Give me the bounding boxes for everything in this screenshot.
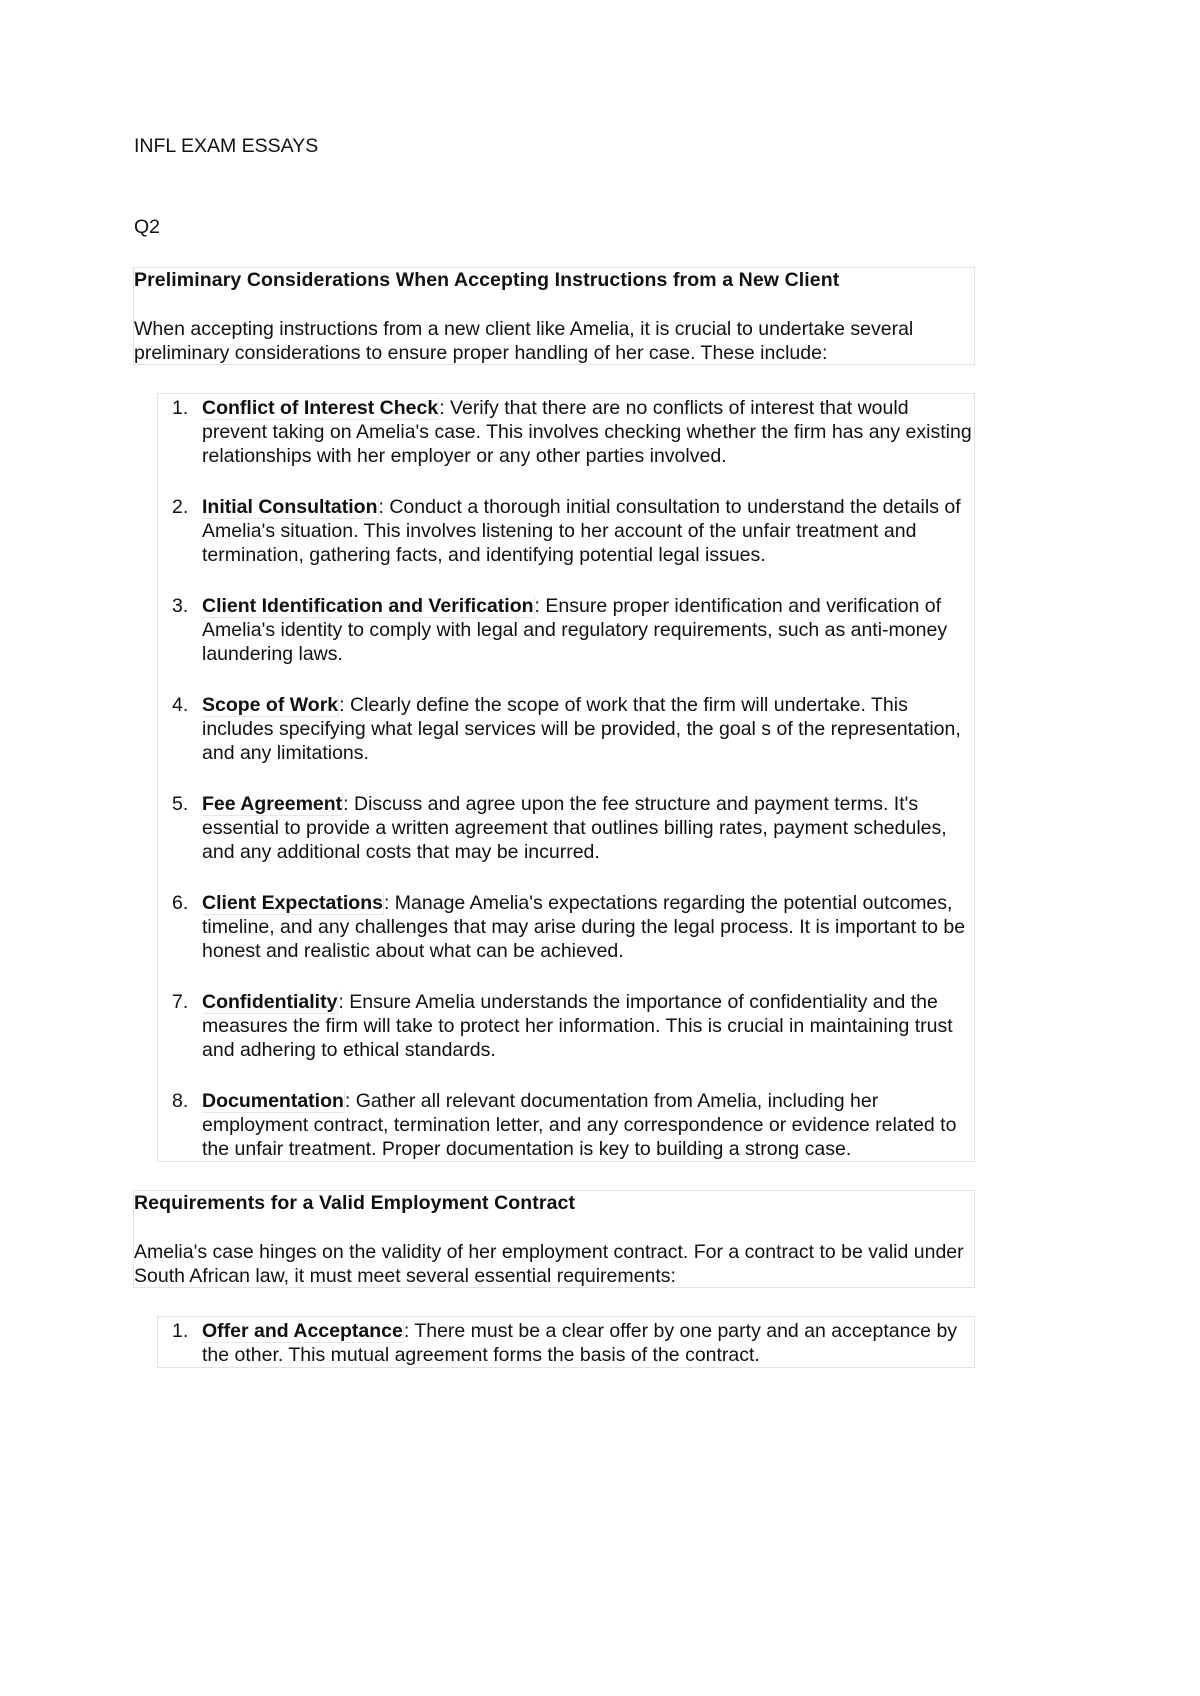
list-item xyxy=(158,891,974,963)
list-text xyxy=(202,891,974,963)
document-title: INFL EXAM ESSAYS xyxy=(134,135,319,157)
list-term: Offer and Acceptance xyxy=(202,1320,403,1342)
list-text xyxy=(202,1319,974,1367)
list-number-text: 5. xyxy=(172,793,189,815)
list-text xyxy=(202,594,974,666)
list-text xyxy=(202,495,974,567)
list-number-text: 2. xyxy=(172,496,189,518)
list-number-text: 1. xyxy=(172,397,189,419)
section1-list xyxy=(157,393,975,1162)
list-text xyxy=(202,396,974,468)
list-text xyxy=(202,792,974,864)
list-description: : Discuss and agree upon the fee structure and payment terms. It's essential to provide a written agreement that outlines billing rates, payment schedules, and any additional costs that may be incurred. xyxy=(202,793,947,863)
list-number-text: 7. xyxy=(172,991,189,1013)
list-description: : Conduct a thorough initial consultation to understand the details of Amelia's situation. This involves listening to her account of the unfair treatment and termination, gathering facts, and identifying potential legal issues. xyxy=(202,496,961,566)
list-number xyxy=(158,891,202,963)
section1-header-box xyxy=(133,267,975,365)
list-item xyxy=(158,1089,974,1161)
list-item xyxy=(158,1319,974,1367)
list-number-text: 8. xyxy=(172,1090,189,1112)
list-item xyxy=(158,792,974,864)
list-term: Client Identification and Verification xyxy=(202,595,534,617)
list-term: Documentation xyxy=(202,1090,344,1112)
list-text xyxy=(202,990,974,1062)
list-number xyxy=(158,1319,202,1367)
list-number-text: 6. xyxy=(172,892,189,914)
list-term: Client Expectations xyxy=(202,892,383,914)
list-text xyxy=(202,1089,974,1161)
list-number xyxy=(158,990,202,1062)
list-description: : Ensure proper identification and verification of Amelia's identity to comply with legal and regulatory requirements, such as anti-money laundering laws. xyxy=(202,595,948,665)
list-item xyxy=(158,495,974,567)
section2-intro: Amelia's case hinges on the validity of her employment contract. For a contract to be valid under South African law, it must meet several essential requirements: xyxy=(134,1241,964,1287)
list-item xyxy=(158,396,974,468)
section1-heading: Preliminary Considerations When Accepting Instructions from a New Client xyxy=(134,269,840,291)
section1-intro: When accepting instructions from a new client like Amelia, it is crucial to undertake several preliminary considerations to ensure proper handling of her case. These include: xyxy=(134,318,914,364)
list-item xyxy=(158,594,974,666)
list-description: : Clearly define the scope of work that the firm will undertake. This includes specifying what legal services will be provided, the goal s of the representation, and any limitations. xyxy=(202,694,961,764)
list-description: : Gather all relevant documentation from Amelia, including her employment contract, termination letter, and any correspondence or evidence related to the unfair treatment. Proper documentation is key to building a strong case. xyxy=(202,1090,957,1160)
list-item xyxy=(158,990,974,1062)
list-number xyxy=(158,594,202,666)
section2-list xyxy=(157,1316,975,1368)
list-item xyxy=(158,693,974,765)
list-number-text: 3. xyxy=(172,595,189,617)
list-number-text: 1. xyxy=(172,1320,189,1342)
list-number xyxy=(158,693,202,765)
section2-heading: Requirements for a Valid Employment Contract xyxy=(134,1192,576,1214)
list-term: Scope of Work xyxy=(202,694,339,716)
list-term: Confidentiality xyxy=(202,991,338,1013)
list-number xyxy=(158,792,202,864)
question-label: Q2 xyxy=(134,216,161,238)
list-number xyxy=(158,396,202,468)
list-description: : Verify that there are no conflicts of interest that would prevent taking on Amelia's case. This involves checking whether the firm has any existing relationships with her employer or any other parties involved. xyxy=(202,397,972,467)
list-description: : Manage Amelia's expectations regarding the potential outcomes, timeline, and any challenges that may arise during the legal process. It is important to be honest and realistic about what can be achieved. xyxy=(202,892,966,962)
list-text xyxy=(202,693,974,765)
list-term: Initial Consultation xyxy=(202,496,378,518)
list-description: : There must be a clear offer by one party and an acceptance by the other. This mutual agreement forms the basis of the contract. xyxy=(202,1320,958,1366)
list-term: Conflict of Interest Check xyxy=(202,397,439,419)
list-number-text: 4. xyxy=(172,694,189,716)
section2-header-box xyxy=(133,1190,975,1288)
list-number xyxy=(158,495,202,567)
list-number xyxy=(158,1089,202,1161)
list-term: Fee Agreement xyxy=(202,793,343,815)
list-description: : Ensure Amelia understands the importance of confidentiality and the measures the firm will take to protect her information. This is crucial in maintaining trust and adhering to ethical standards. xyxy=(202,991,953,1061)
